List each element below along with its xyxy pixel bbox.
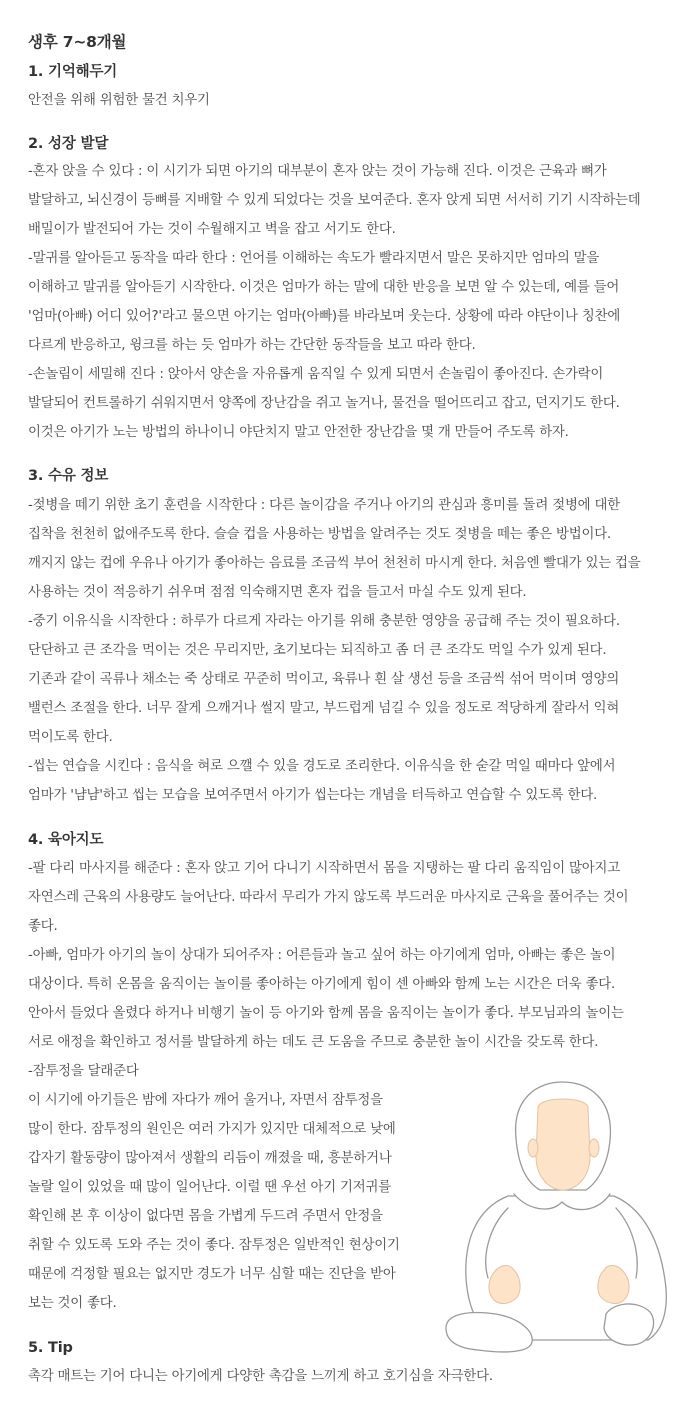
body-line: 배밀이가 발전되어 가는 것이 수월해지고 벽을 잡고 서기도 한다. <box>28 222 396 237</box>
section-heading: 5. Tip <box>28 1340 73 1356</box>
body-line: 사용하는 것이 적응하기 쉬우며 점점 익숙해지면 혼자 컵을 들고서 마실 수도 있게 된다. <box>28 585 527 600</box>
body-line: 기존과 같이 곡류나 채소는 죽 상태로 꾸준히 먹이고, 육류나 흰 살 생선 등을 조금씩 섞어 먹이며 영양의 <box>28 672 620 687</box>
body-line: 대상이다. 특히 온몸을 움직이는 놀이를 좋아하는 아기에게 힘이 센 아빠와 함께 노는 시간은 더욱 좋다. <box>28 977 616 992</box>
body-line: 자연스레 근육의 사용량도 늘어난다. 따라서 무리가 가지 않도록 부드러운 마사지로 근육을 풀어주는 것이 <box>28 890 629 905</box>
body-line: 갑자기 활동량이 많아져서 생활의 리듬이 깨졌을 때, 흥분하거나 <box>28 1151 392 1166</box>
body-line: -잠투정을 달래준다 <box>28 1064 139 1079</box>
body-line: 서로 애정을 확인하고 정서를 발달하게 하는 데도 큰 도움을 주므로 충분한 놀이 시간을 갖도록 한다. <box>28 1035 599 1050</box>
section-heading: 4. 육아지도 <box>28 832 104 848</box>
body-line: 밸런스 조절을 한다. 너무 잘게 으깨거나 썰지 말고, 부드럽게 넘길 수 있을 정도로 적당하게 잘라서 익혀 <box>28 701 620 716</box>
section-heading: 2. 성장 발달 <box>28 136 109 152</box>
body-line: 발달하고, 뇌신경이 등뼈를 지배할 수 있게 되었다는 것을 보여준다. 혼자 앉게 되면 서서히 기기 시작하는데 <box>28 193 641 208</box>
body-line: 취할 수 있도록 도와 주는 것이 좋다. 잠투정은 일반적인 현상이기 <box>28 1238 400 1253</box>
body-line: -젖병을 떼기 위한 초기 훈련을 시작한다 : 다른 놀이감을 주거나 아기의 관심과 흥미를 돌려 젖병에 대한 <box>28 498 620 513</box>
body-line: -씹는 연습을 시킨다 : 음식을 혀로 으깰 수 있을 경도로 조리한다. 이유식을 한 숟갈 먹일 때마다 앞에서 <box>28 759 616 774</box>
body-line: 안아서 들었다 올렸다 하거나 비행기 놀이 등 아기와 함께 몸을 움직이는 놀이가 좋다. 부모님과의 놀이는 <box>28 1006 624 1021</box>
body-line: -손놀림이 세밀해 진다 : 앉아서 양손을 자유롭게 움직일 수 있게 되면서 손놀림이 좋아진다. 손가락이 <box>28 367 604 382</box>
body-line: 이것은 아기가 노는 방법의 하나이니 야단치지 말고 안전한 장난감을 몇 개 만들어 주도록 하자. <box>28 425 569 440</box>
body-line: 집착을 천천히 없애주도록 한다. 슬슬 컵을 사용하는 방법을 알려주는 것도 젖병을 떼는 좋은 방법이다. <box>28 527 611 542</box>
section-heading: 3. 수유 정보 <box>28 468 109 484</box>
section-heading: 1. 기억해두기 <box>28 64 118 80</box>
body-line: 이해하고 말귀를 알아듣기 시작한다. 이것은 엄마가 하는 말에 대한 반응을 보면 알 수 있는데, 예를 들어 <box>28 280 620 295</box>
body-line: 확인해 본 후 이상이 없다면 몸을 가볍게 두드려 주면서 안정을 <box>28 1209 383 1224</box>
body-line: 촉각 매트는 기어 다니는 아기에게 다양한 촉감을 느끼게 하고 호기심을 자극한다. <box>28 1369 493 1384</box>
body-line: 발달되어 컨트롤하기 쉬워지면서 양쪽에 장난감을 쥐고 놀거나, 물건을 떨어뜨리고 잡고, 던지기도 한다. <box>28 396 620 411</box>
body-line: 많이 한다. 잠투정의 원인은 여러 가지가 있지만 대체적으로 낮에 <box>28 1122 396 1137</box>
body-line: -혼자 앉을 수 있다 : 이 시기가 되면 아기의 대부분이 혼자 앉는 것이 가능해 진다. 이것은 근육과 뼈가 <box>28 164 607 179</box>
body-line: 때문에 걱정할 필요는 없지만 경도가 너무 심할 때는 진단을 받아 <box>28 1267 396 1282</box>
body-line: -팔 다리 마사지를 해준다 : 혼자 앉고 기어 다니기 시작하면서 몸을 지탱하는 팔 다리 움직임이 많아지고 <box>28 861 620 876</box>
body-line: -말귀를 알아듣고 동작을 따라 한다 : 언어를 이해하는 속도가 빨라지면서 말은 못하지만 엄마의 말을 <box>28 251 600 266</box>
body-line: 안전을 위해 위험한 물건 치우기 <box>28 93 210 108</box>
page-title: 생후 7~8개월 <box>28 33 127 51</box>
body-line: 단단하고 큰 조각을 먹이는 것은 무리지만, 초기보다는 되직하고 좀 더 큰 조각도 먹일 수가 있게 된다. <box>28 643 607 658</box>
sitting-baby-illustration <box>438 1078 678 1358</box>
body-line: 먹이도록 한다. <box>28 730 113 745</box>
body-line: 좋다. <box>28 919 58 934</box>
body-line: 놀랄 일이 있었을 때 많이 일어난다. 이럴 땐 우선 아기 기저귀를 <box>28 1180 392 1195</box>
body-line: -중기 이유식을 시작한다 : 하루가 다르게 자라는 아기를 위해 충분한 영양을 공급해 주는 것이 필요하다. <box>28 614 620 629</box>
body-line: 이 시기에 아기들은 밤에 자다가 깨어 울거나, 자면서 잠투정을 <box>28 1093 383 1108</box>
body-line: 다르게 반응하고, 윙크를 하는 듯 엄마가 하는 간단한 동작들을 보고 따라 한다. <box>28 338 476 353</box>
body-line: 엄마가 '냠냠'하고 씹는 모습을 보여주면서 아기가 씹는다는 개념을 터득하고 연습할 수 있도록 한다. <box>28 788 598 803</box>
body-line: 보는 것이 좋다. <box>28 1296 117 1311</box>
body-line: '엄마(아빠) 어디 있어?'라고 물으면 아기는 엄마(아빠)를 바라보며 웃는다. 상황에 따라 야단이나 칭찬에 <box>28 309 621 324</box>
body-line: 깨지지 않는 컵에 우유나 아기가 좋아하는 음료를 조금씩 부어 천천히 마시게 한다. 처음엔 빨대가 있는 컵을 <box>28 556 641 571</box>
body-line: -아빠, 엄마가 아기의 놀이 상대가 되어주자 : 어른들과 놀고 싶어 하는 아기에게 엄마, 아빠는 좋은 놀이 <box>28 948 616 963</box>
